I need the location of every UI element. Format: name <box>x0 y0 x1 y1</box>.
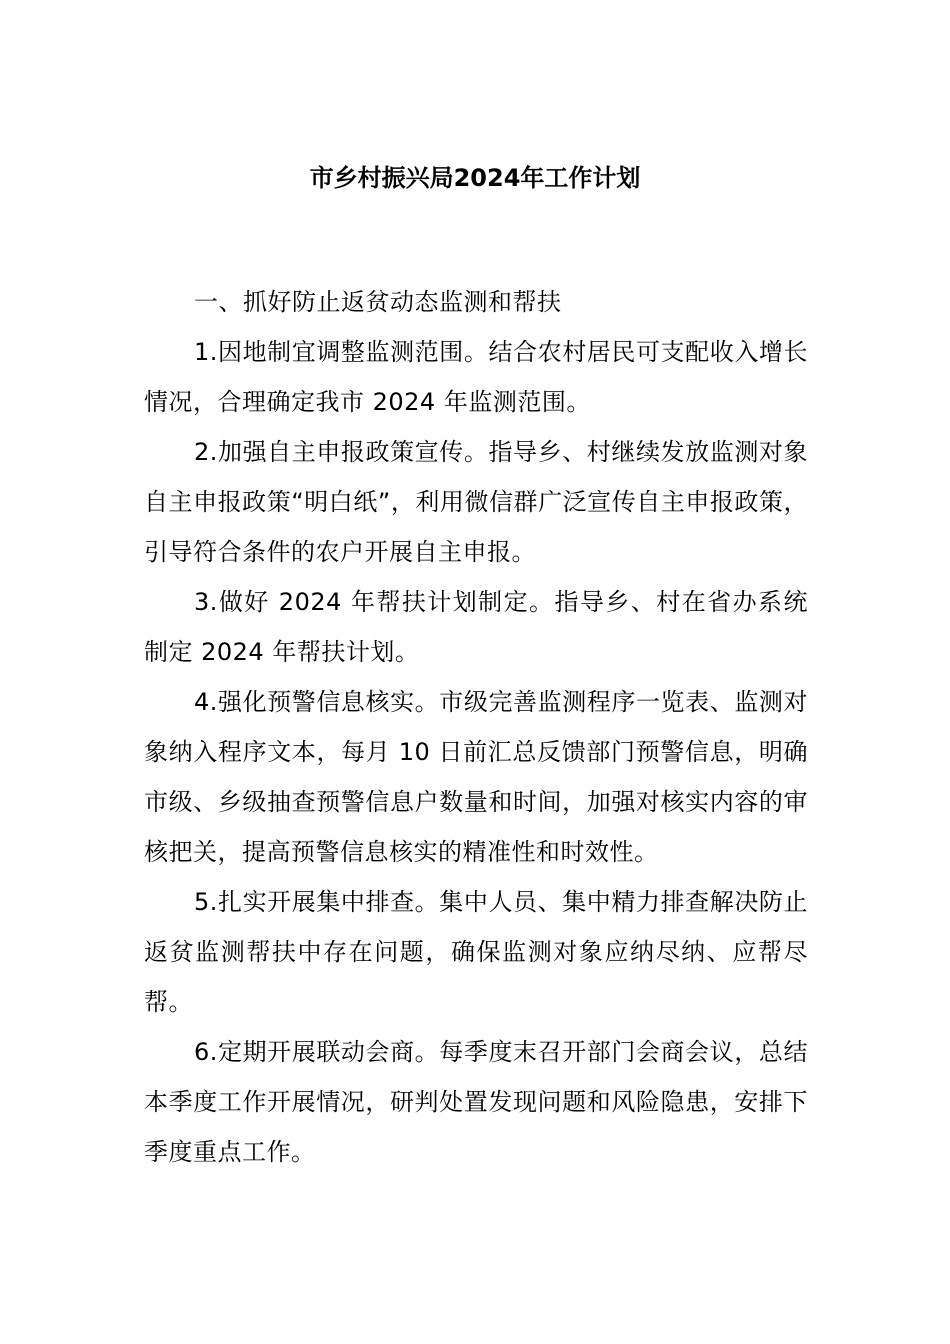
list-item: 1.因地制宜调整监测范围。结合农村居民可支配收入增长情况，合理确定我市 2024 年监测范围。 <box>144 338 808 416</box>
list-item: 3.做好 2024 年帮扶计划制定。指导乡、村在省办系统制定 2024 年帮扶计划。 <box>144 588 808 666</box>
document-title: 市乡村振兴局2024年工作计划 <box>309 164 641 192</box>
document-body <box>144 277 808 1177</box>
list-item: 4.强化预警信息核实。市级完善监测程序一览表、监测对象纳入程序文本，每月 10 日前汇总反馈部门预警信息，明确市级、乡级抽查预警信息户数量和时间，加强对核实内容的审核把关，提高预警信息核实的精准性和时效性。 <box>144 688 808 866</box>
list-item: 6.定期开展联动会商。每季度末召开部门会商会议，总结本季度工作开展情况，研判处置发现问题和风险隐患，安排下季度重点工作。 <box>144 1038 808 1166</box>
list-item: 2.加强自主申报政策宣传。指导乡、村继续发放监测对象自主申报政策“明白纸”，利用微信群广泛宣传自主申报政策，引导符合条件的农户开展自主申报。 <box>144 438 808 566</box>
section-heading: 一、抓好防止返贫动态监测和帮扶 <box>194 288 562 316</box>
list-item: 5.扎实开展集中排查。集中人员、集中精力排查解决防止返贫监测帮扶中存在问题，确保监测对象应纳尽纳、应帮尽帮。 <box>144 888 808 1016</box>
